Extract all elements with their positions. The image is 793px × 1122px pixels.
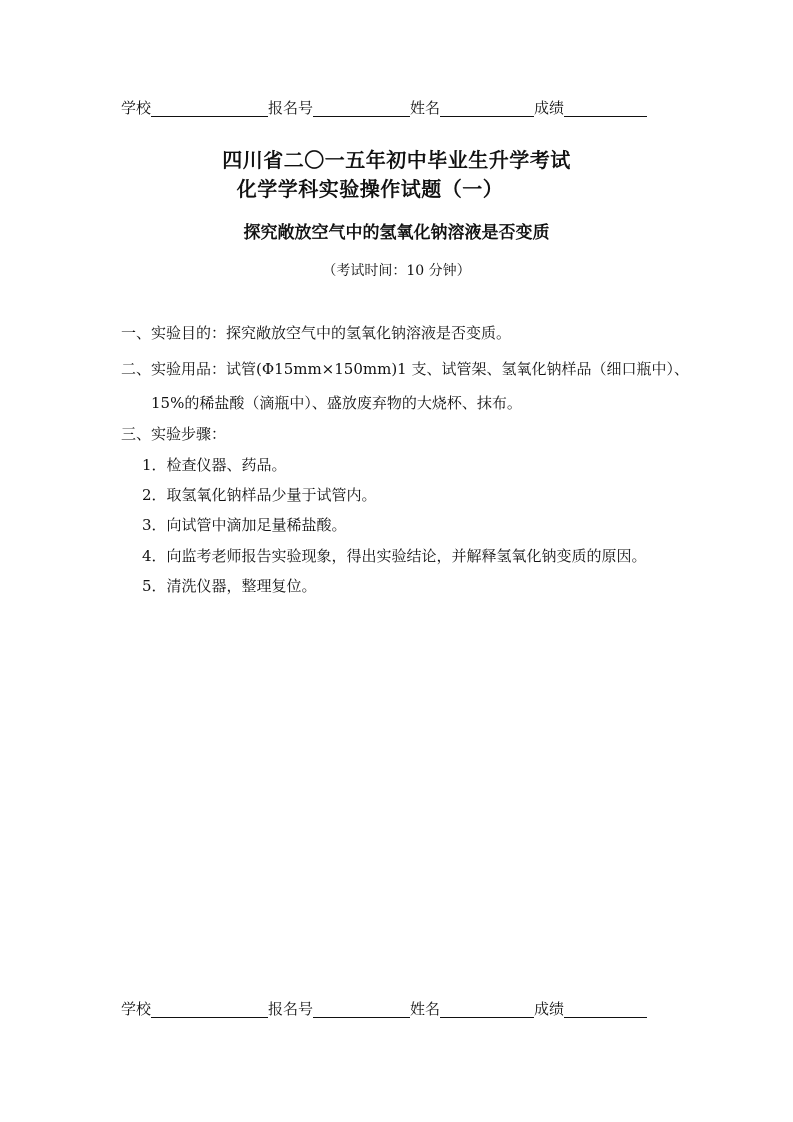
exam-time: （考试时间：10 分钟） [322, 263, 471, 279]
school-blank[interactable] [151, 1001, 268, 1018]
name-label: 姓名 [410, 1000, 441, 1018]
steps-heading: 三、实验步骤： [121, 425, 227, 443]
exam-title-line2: 化学学科实验操作试题（一） [236, 177, 504, 201]
score-blank[interactable] [564, 100, 647, 117]
step-item-2: 2．取氢氧化钠样品少量于试管内。 [142, 486, 377, 504]
score-blank[interactable] [564, 1001, 647, 1018]
step-item-5: 5．清洗仪器，整理复位。 [142, 577, 317, 595]
step-item-1: 1．检查仪器、药品。 [142, 456, 287, 474]
step-item-4: 4．向监考老师报告实验现象，得出实验结论，并解释氢氧化钠变质的原因。 [142, 547, 647, 565]
header-info-fields [121, 97, 681, 117]
materials-line-2: 15%的稀盐酸（滴瓶中）、盛放废弃物的大烧杯、抹布。 [151, 394, 522, 412]
step-item-3: 3．向试管中滴加足量稀盐酸。 [142, 516, 347, 534]
name-blank[interactable] [440, 100, 534, 117]
reg-number-label: 报名号 [268, 99, 314, 117]
materials-line-1: 二、实验用品：试管(Φ15mm×150mm)1 支、试管架、氢氧化钠样品（细口瓶中）、 [121, 360, 689, 378]
reg-number-blank[interactable] [313, 100, 410, 117]
footer-info-fields [121, 998, 681, 1018]
purpose-line: 一、实验目的：探究敞放空气中的氢氧化钠溶液是否变质。 [121, 324, 512, 342]
exam-title-line1: 四川省二〇一五年初中毕业生升学考试 [222, 148, 571, 172]
school-blank[interactable] [151, 100, 268, 117]
reg-number-label: 报名号 [268, 1000, 314, 1018]
score-label: 成绩 [534, 99, 565, 117]
school-label: 学校 [121, 1000, 152, 1018]
experiment-subtitle: 探究敞放空气中的氢氧化钠溶液是否变质 [243, 223, 550, 243]
reg-number-blank[interactable] [313, 1001, 410, 1018]
name-blank[interactable] [440, 1001, 534, 1018]
name-label: 姓名 [410, 99, 441, 117]
school-label: 学校 [121, 99, 152, 117]
score-label: 成绩 [534, 1000, 565, 1018]
